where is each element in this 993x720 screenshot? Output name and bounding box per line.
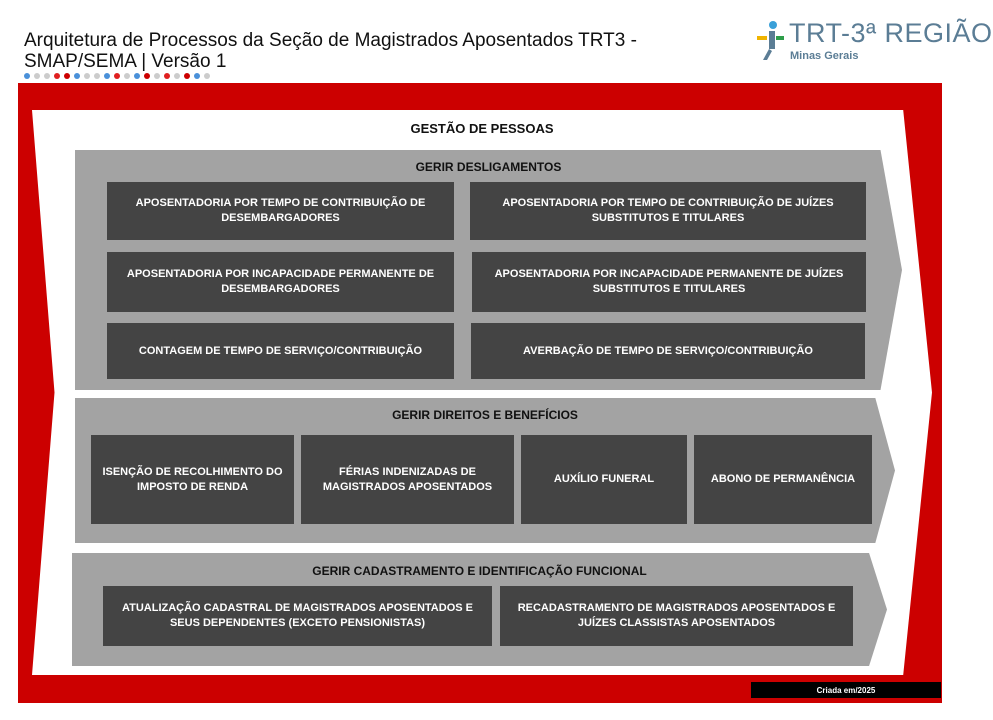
decorative-dot [134,73,140,79]
decorative-dot [34,73,40,79]
decorative-dot [124,73,130,79]
main-process-label: GESTÃO DE PESSOAS [410,121,554,136]
decorative-dot [164,73,170,79]
creation-date-label: Criada em/2025 [751,682,941,698]
title-line-2: SMAP/SEMA | Versão 1 [24,51,227,72]
decorative-dot [174,73,180,79]
decorative-dot [44,73,50,79]
trt-person-icon [755,20,785,64]
process-box[interactable]: APOSENTADORIA POR INCAPACIDADE PERMANENTE DE JUÍZES SUBSTITUTOS E TITULARES [472,252,866,312]
decorative-dot [94,73,100,79]
process-box[interactable]: ABONO DE PERMANÊNCIA [694,435,872,524]
title-line-1: Arquitetura de Processos da Seção de Magistrados Aposentados TRT3 - [24,30,637,51]
group-label-direitos: GERIR DIREITOS E BENEFÍCIOS [392,408,578,422]
decorative-dot [204,73,210,79]
decorative-dot [114,73,120,79]
decorative-dot [74,73,80,79]
decorative-dot [64,73,70,79]
group-label-cadastramento: GERIR CADASTRAMENTO E IDENTIFICAÇÃO FUNCIONAL [312,564,647,578]
decorative-dot [24,73,30,79]
decorative-dot [54,73,60,79]
process-box[interactable]: APOSENTADORIA POR INCAPACIDADE PERMANENTE DE DESEMBARGADORES [107,252,454,312]
logo-title: TRT-3ª REGIÃO [789,18,993,48]
page-title [24,30,664,72]
decorative-dot [184,73,190,79]
process-box[interactable]: ISENÇÃO DE RECOLHIMENTO DO IMPOSTO DE RENDA [91,435,294,524]
decorative-dot [194,73,200,79]
process-box[interactable]: CONTAGEM DE TEMPO DE SERVIÇO/CONTRIBUIÇÃO [107,323,454,379]
process-box[interactable]: APOSENTADORIA POR TEMPO DE CONTRIBUIÇÃO DE DESEMBARGADORES [107,182,454,240]
process-box[interactable]: AUXÍLIO FUNERAL [521,435,687,524]
group-label-desligamentos: GERIR DESLIGAMENTOS [415,160,562,174]
process-box[interactable]: RECADASTRAMENTO DE MAGISTRADOS APOSENTADOS E JUÍZES CLASSISTAS APOSENTADOS [500,586,853,646]
logo-subtitle: Minas Gerais [790,50,859,62]
decorative-dots [24,73,210,79]
process-box[interactable]: ATUALIZAÇÃO CADASTRAL DE MAGISTRADOS APOSENTADOS E SEUS DEPENDENTES (EXCETO PENSIONISTAS) [103,586,492,646]
decorative-dot [154,73,160,79]
trt-logo [755,18,993,66]
process-box[interactable]: APOSENTADORIA POR TEMPO DE CONTRIBUIÇÃO DE JUÍZES SUBSTITUTOS E TITULARES [470,182,866,240]
decorative-dot [144,73,150,79]
process-box[interactable]: FÉRIAS INDENIZADAS DE MAGISTRADOS APOSENTADOS [301,435,514,524]
process-box[interactable]: AVERBAÇÃO DE TEMPO DE SERVIÇO/CONTRIBUIÇÃO [471,323,865,379]
decorative-dot [104,73,110,79]
decorative-dot [84,73,90,79]
